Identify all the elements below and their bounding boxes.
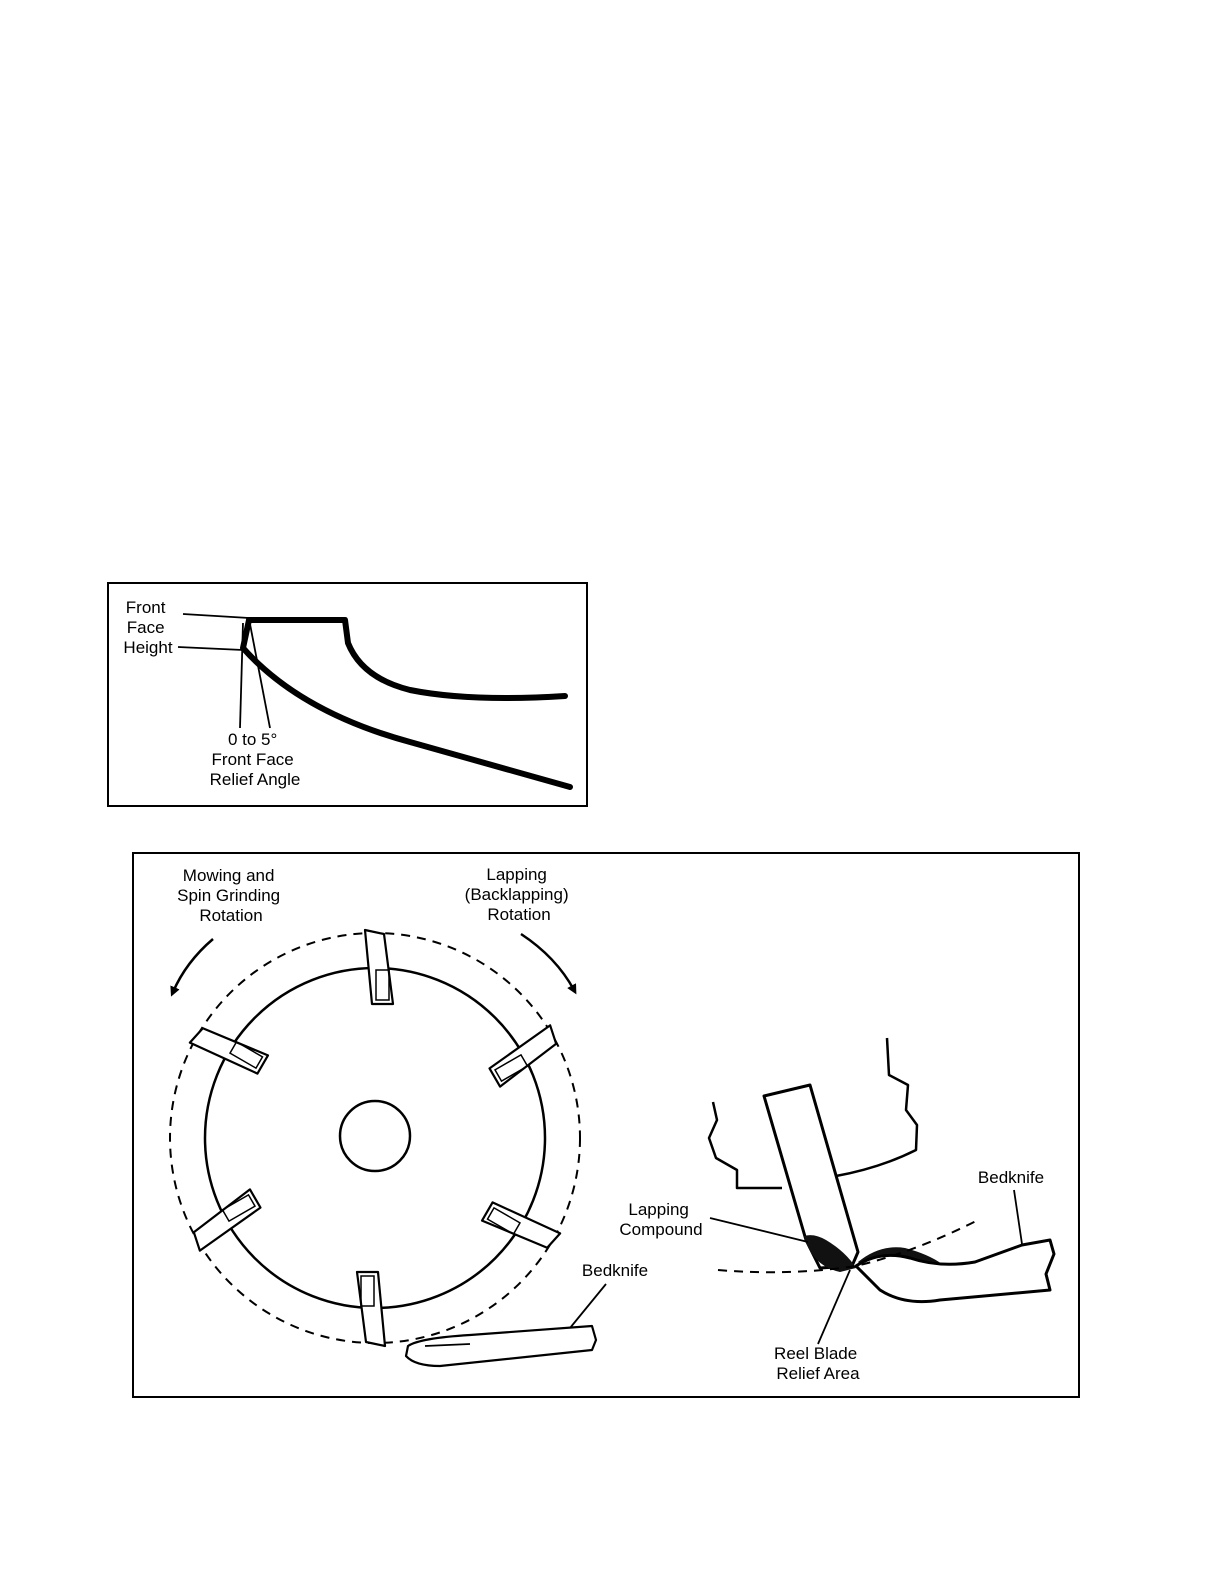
bedknife-left-label: Bedknife (581, 1261, 649, 1280)
lapping-rotation-label (465, 865, 574, 924)
relief-angle-line2: Front Face (211, 750, 294, 769)
front-face-height-leaders (178, 614, 249, 650)
lapping-compound-leader (710, 1218, 808, 1242)
lapping-rotation-arrow (521, 934, 574, 990)
mowing-rotation-arrow (173, 939, 213, 992)
reel-shaft-hub (340, 1101, 410, 1171)
mowing-rotation-line1: Mowing and (182, 866, 275, 885)
relief-angle-line1: 0 to 5° (227, 730, 278, 749)
figure2-frame (133, 853, 1079, 1397)
lapping-detail-view (709, 1038, 1054, 1344)
mowing-rotation-line2: Spin Grinding (177, 886, 281, 905)
lapping-rotation-line1: Lapping (486, 865, 547, 884)
figure-front-face-relief (108, 583, 587, 806)
lapping-rotation-line2: (Backlapping) (464, 885, 569, 904)
reel-hub-section (836, 1038, 917, 1176)
lapping-compound-label (619, 1200, 702, 1239)
lapping-rotation-line3: Rotation (487, 905, 551, 924)
bedknife-left-leader (570, 1284, 606, 1328)
lapping-compound-line2: Compound (619, 1220, 703, 1239)
figure-reel-lapping (133, 853, 1079, 1397)
mowing-rotation-label (177, 866, 285, 925)
front-face-height-line1: Front (125, 598, 166, 617)
reel-blade (357, 1272, 385, 1346)
mowing-rotation-line3: Rotation (199, 906, 263, 925)
relief-area-leader (818, 1270, 850, 1344)
bedknife-right-leader (1014, 1190, 1022, 1244)
relief-area-line2: Relief Area (776, 1364, 860, 1383)
bedknife-right-label: Bedknife (977, 1168, 1045, 1187)
relief-area-line1: Reel Blade (774, 1344, 858, 1363)
lapping-compound-line1: Lapping (628, 1200, 689, 1219)
front-face-height-label (123, 598, 172, 657)
front-face-height-line3: Height (123, 638, 173, 657)
reel-blade (186, 1189, 264, 1250)
relief-area-label (774, 1344, 862, 1383)
relief-angle-label (210, 730, 301, 789)
front-face-height-line2: Face (126, 618, 165, 637)
relief-angle-line3: Relief Angle (209, 770, 301, 789)
reel-blade (486, 1025, 564, 1086)
blade-profile-outline (249, 620, 565, 698)
reel-blade (365, 930, 393, 1004)
